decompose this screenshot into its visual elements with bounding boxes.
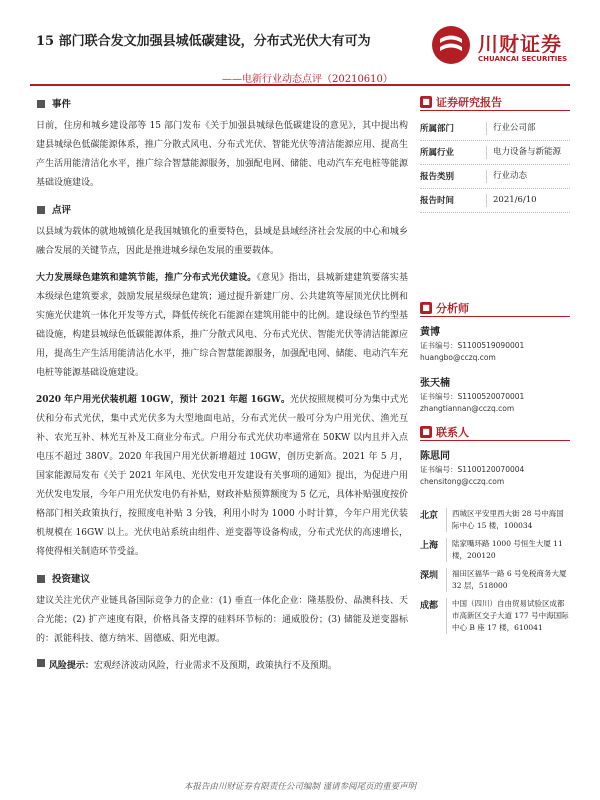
event-heading: 事件 — [36, 95, 408, 113]
report-title: 15 部门联合发文加强县城低碳建设，分布式光伏大有可为 — [36, 34, 371, 49]
contact-title: ■ 联系人 — [420, 425, 570, 441]
risk-heading: 风险提示： — [48, 661, 94, 671]
invest-text: 建议关注光伏产业链具备国际竞争力的企业：(1) 垂直一体化企业：隆基股份、晶澳科技、天合光能；(2) 扩产速度有限，价格具备支撑的硅料环节标的：通威股份；(3) 储能及逆变器标的：派能科技、德方纳米、固德威、阳光电源。 — [36, 596, 408, 644]
analyst-icon: ■ — [420, 302, 432, 314]
analyst-email[interactable]: huangbo@cczq.com — [420, 353, 496, 362]
main-content — [36, 95, 408, 684]
logo-mark-icon — [430, 24, 472, 66]
office-list — [420, 508, 570, 634]
invest-heading: 投资建议 — [36, 570, 408, 588]
comment-p2-bold: 大力发展绿色建筑和建筑节能，推广分布式光伏建设。 — [36, 273, 257, 283]
comment-p3-rest: 光伏按照规模可分为集中式光伏和分布式光伏，集中式光伏多为大型地面电站，分布式光伏一般可分为户用光伏、渔光互补、农光互补、林光互补及工商业分布式。户用分布式光伏功率通常在 50KW 以内且并入点电压不超过 380V。2020 年我国户用光伏新增超过 10GW，创历史新高。2021 年 5 月，国家能源局发布《关于 2021 年风电、光伏发电开发建设有关事项的通知》提出，为促进户用光伏发电发展，今年户用光伏发电仍有补贴，财政补贴预算额度为 5 亿元，具体补贴强度按价格部门相关政策执行，按照度电补贴 3 分钱，利用小时为 1000 小时计算，今年户用光伏装机规模在 16GW 以上。光伏电站系统由组件、逆变器等设备构成，分布式光伏的高速增长，将使得相关制造环节受益。 — [36, 395, 408, 557]
comment-p3-bold: 2020 年户用光伏装机超 10GW，预计 2021 年超 16GW。 — [36, 395, 291, 405]
office-item: 深圳 福田区福华一路 6 号免税商务大厦 32 层，518000 — [420, 568, 570, 592]
analyst-card: 黄博 证书编号：S1100519090001 huangbo@cczq.com — [420, 323, 570, 364]
event-text: 日前，住房和城乡建设部等 15 部门发布《关于加强县城绿色低碳建设的意见》，其中提出构建县城绿色低碳能源体系，推广分散式风电、分布式光伏、智能光伏等清洁能源应用、提高生产生活用能清洁化水平，推广综合智慧能源服务，加强配电网、储能、电动汽车充电桩等能源基础设施建设。 — [36, 121, 408, 188]
office-item: 成都 中国（四川）自由贸易试验区成都市高新区交子大道 177 号中海国际中心 B 座 17 楼，610041 — [420, 599, 569, 632]
analyst-title: ■ 分析师 — [420, 301, 570, 317]
comment-heading: 点评 — [36, 201, 408, 219]
info-row: 所属行业 电力设备与新能源 — [420, 141, 570, 165]
analyst-card: 张天楠 证书编号：S1100520070001 zhangtiannan@cczq.com — [420, 374, 570, 415]
logo-english-name: CHUANCAI SECURITIES — [478, 55, 568, 63]
bullet-square-icon — [36, 658, 46, 668]
comment-paragraph-1: 以县域为载体的就地城镇化是我国城镇化的重要特色，县域是县域经济社会发展的中心和城乡融合发展的关键节点，因此是推进城乡绿色发展的重要载体。 — [36, 227, 408, 256]
comment-paragraph-2 — [36, 269, 408, 383]
risk-line — [36, 657, 408, 676]
report-icon: ■ — [420, 96, 432, 108]
contact-icon: ■ — [420, 426, 432, 438]
analyst-email[interactable]: zhangtiannan@cczq.com — [420, 404, 515, 413]
info-row: 报告时间 2021/6/10 — [420, 189, 570, 213]
risk-text: 宏观经济波动风险，行业需求不及预期，政策执行不及预期。 — [93, 661, 337, 671]
comment-paragraph-3 — [36, 391, 408, 562]
info-row: 报告类别 行业动态 — [420, 165, 570, 189]
report-subtitle: ——电新行业动态点评（20210610） — [222, 74, 393, 85]
office-item: 北京 西城区平安里西大街 28 号中海国际中心 15 楼，100034 — [420, 508, 570, 532]
bullet-square-icon — [36, 99, 46, 109]
info-row: 所属部门 行业公司部 — [420, 117, 570, 141]
report-info-title: ■ 证券研究报告 — [420, 95, 570, 111]
company-logo — [430, 24, 570, 72]
logo-chinese-name: 川财证券 — [478, 32, 562, 56]
comment-p2-rest: 《意见》指出，县城新建建筑要落实基本级绿色建筑要求，鼓励发展星级绿色建筑；通过提升新建厂房、公共建筑等屋顶光伏比例和实施光伏建筑一体化开发等方式，降低传统化石能源在建筑用能中的比例。建设绿色节约型基础设施，构建县城绿色低碳能源体系，推广分散式风电、分布式光伏、智能光伏等清洁能源应用，提高生产生活用能清洁化水平，推广综合智慧能源服务，加强配电网、储能、电动汽车充电桩等能源基础设施建设。 — [36, 273, 408, 378]
sidebar — [420, 95, 570, 640]
page-footer: 本报告由川财证券有限责任公司编制 谨请参阅尾页的重要声明 — [183, 782, 417, 792]
bullet-square-icon — [36, 574, 46, 584]
bullet-square-icon — [36, 205, 46, 215]
office-item: 上海 陆家嘴环路 1000 号恒生大厦 11 楼，200120 — [420, 538, 570, 562]
contact-card: 陈思同 证书编号：S1100120070004 chensitong@cczq.com — [420, 447, 570, 488]
contact-email[interactable]: chensitong@cczq.com — [420, 477, 505, 486]
